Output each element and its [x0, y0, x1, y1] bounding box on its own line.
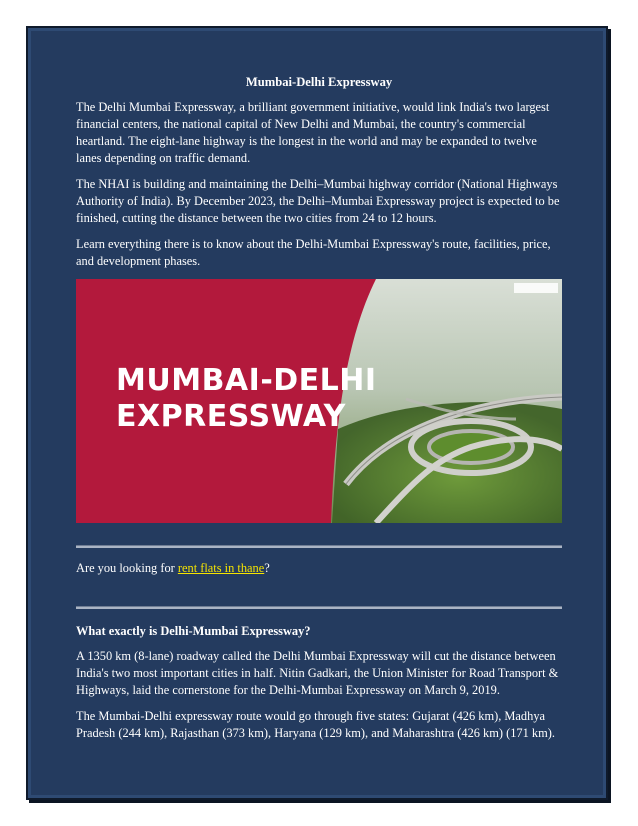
section-paragraph-2: The Mumbai-Delhi expressway route would go through five states: Gujarat (426 km), Madhya Pradesh (244 km), Rajasthan (373 km), Haryana (129 km), and Maharashtra (426 km) (171 km). [76, 709, 555, 740]
banner-line-2: EXPRESSWAY [116, 399, 346, 434]
intro-paragraph-2: The NHAI is building and maintaining the Delhi–Mumbai highway corridor (National Highways Authority of India). By December 2023, the Delhi–Mumbai Expressway project is expected to be finished, cutting the distance between the two cities from 24 to 12 hours. [76, 177, 560, 225]
section-heading: What exactly is Delhi-Mumbai Expressway? [76, 624, 311, 638]
intro-paragraph-3: Learn everything there is to know about the Delhi-Mumbai Expressway's route, facilities, price, and development phases. [76, 237, 551, 268]
callout-suffix: ? [264, 561, 270, 575]
divider-bottom [76, 606, 562, 609]
divider-top [76, 545, 562, 548]
document-title: Mumbai-Delhi Expressway [245, 75, 393, 89]
section-paragraph-1: A 1350 km (8-lane) roadway called the Delhi Mumbai Expressway will cut the distance between India's two most important cities in half. Nitin Gadkari, the Union Minister for Road Transport & Highways, laid the cornerstone for the Delhi-Mumbai Expressway on March 9, 2019. [76, 649, 559, 697]
intro-paragraph-1: The Delhi Mumbai Expressway, a brilliant government initiative, would link India's two largest financial centers, the national capital of New Delhi and Mumbai, the country's commercial heartland. The eight-lane highway is the longest in the world and may be expanded to twelve lanes depending on traffic demand. [76, 100, 550, 165]
callout-prefix: Are you looking for [76, 561, 178, 575]
rent-flats-link[interactable]: rent flats in thane [177, 561, 265, 575]
document-content [76, 74, 562, 751]
banner-headline [116, 363, 377, 435]
banner-line-1: MUMBAI-DELHI [116, 363, 377, 398]
rent-flats-callout [76, 560, 562, 577]
expressway-banner-image [76, 279, 562, 523]
